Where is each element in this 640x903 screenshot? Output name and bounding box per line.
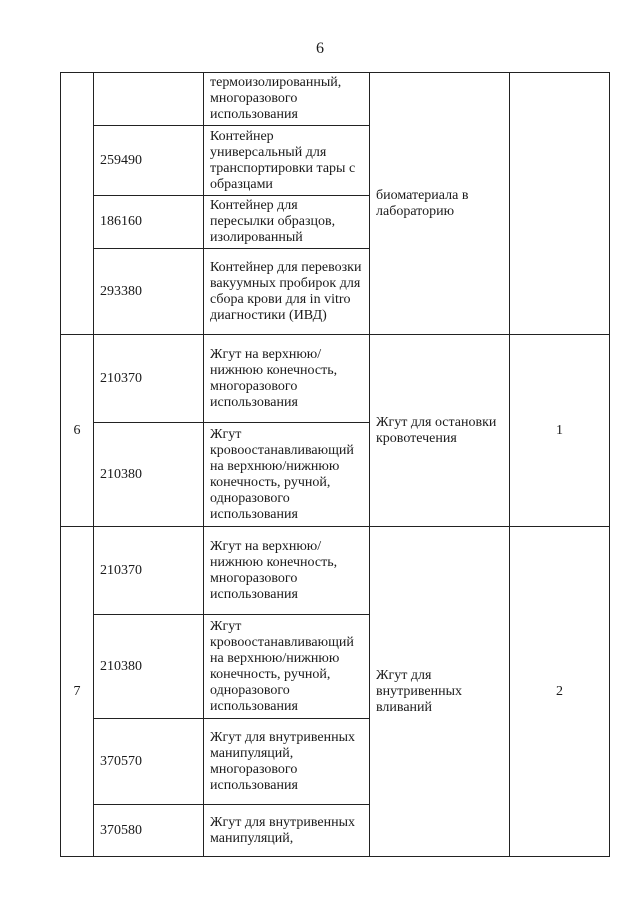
item-code <box>94 73 204 126</box>
item-code: 210370 <box>94 527 204 615</box>
item-purpose: биоматериала в лабораторию <box>370 73 510 335</box>
item-quantity: 2 <box>510 527 610 857</box>
page-number: 6 <box>316 40 324 57</box>
item-name: Жгут для внутривенных манипуляций, многоразового использования <box>204 719 370 805</box>
row-number: 6 <box>61 335 94 527</box>
row-number-cell <box>61 73 94 335</box>
table-row <box>61 527 610 615</box>
item-code: 210370 <box>94 335 204 423</box>
item-code: 210380 <box>94 615 204 719</box>
item-name: Жгут для внутривенных манипуляций, <box>204 805 370 857</box>
item-quantity: 1 <box>510 335 610 527</box>
item-name: Жгут кровоостанавливающий на верхнюю/нижнюю конечность, ручной, одноразового использования <box>204 423 370 527</box>
item-code: 259490 <box>94 126 204 196</box>
item-name: Контейнер для пересылки образцов, изолированный <box>204 196 370 249</box>
item-name: Жгут кровоостанавливающий на верхнюю/нижнюю конечность, ручной, одноразового использования <box>204 615 370 719</box>
equipment-table <box>60 72 610 857</box>
item-name: термоизолированный, многоразового использования <box>204 73 370 126</box>
item-code: 370580 <box>94 805 204 857</box>
item-code: 186160 <box>94 196 204 249</box>
item-code: 293380 <box>94 249 204 335</box>
table-row <box>61 335 610 423</box>
item-code: 370570 <box>94 719 204 805</box>
row-number: 7 <box>61 527 94 857</box>
item-purpose: Жгут для остановки кровотечения <box>370 335 510 527</box>
item-name: Жгут на верхнюю/нижнюю конечность, многоразового использования <box>204 527 370 615</box>
item-name: Контейнер универсальный для транспортировки тары с образцами <box>204 126 370 196</box>
item-name: Жгут на верхнюю/нижнюю конечность, многоразового использования <box>204 335 370 423</box>
table-row <box>61 73 610 126</box>
item-quantity-cell <box>510 73 610 335</box>
item-name: Контейнер для перевозки вакуумных пробирок для сбора крови для in vitro диагностики (ИВД) <box>204 249 370 335</box>
item-purpose: Жгут для внутривенных вливаний <box>370 527 510 857</box>
item-code: 210380 <box>94 423 204 527</box>
